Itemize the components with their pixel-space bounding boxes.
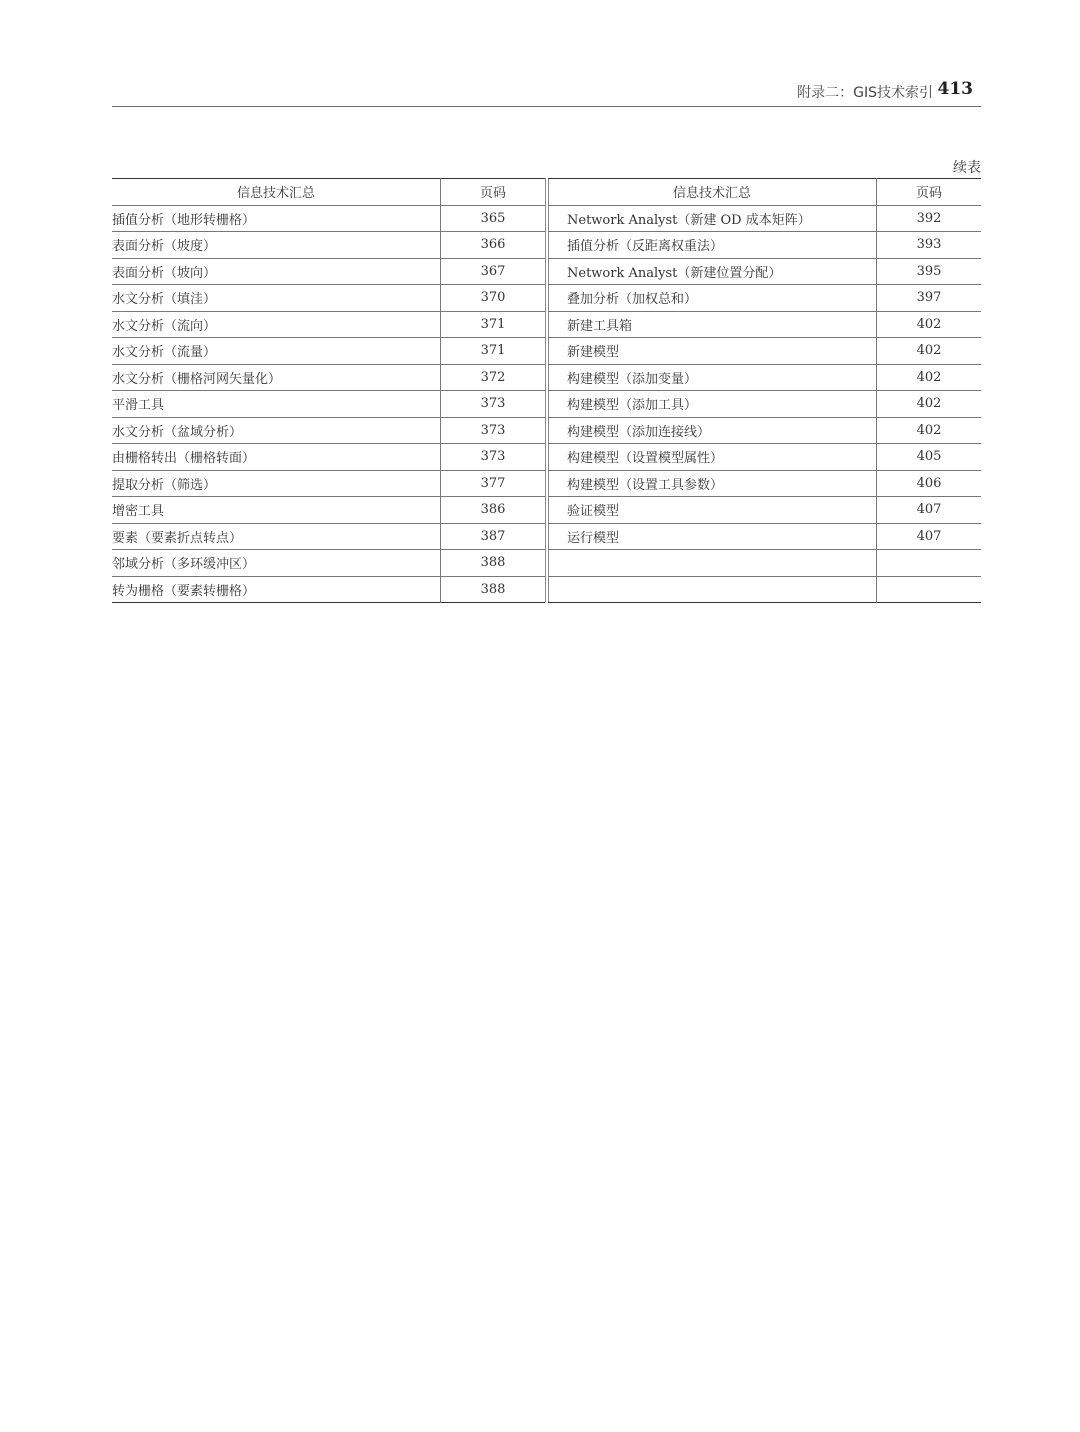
- table-row: [112, 311, 545, 338]
- entry-name: 叠加分析（加权总和）: [548, 285, 877, 312]
- entry-page: 407: [877, 497, 982, 524]
- entry-page: 371: [441, 338, 546, 365]
- column-header-page: 页码: [877, 179, 982, 206]
- entry-name: 要素（要素折点转点）: [112, 523, 441, 550]
- entry-page: 406: [877, 470, 982, 497]
- entry-name: 构建模型（设置模型属性）: [548, 444, 877, 471]
- table-row: [112, 258, 545, 285]
- entry-page: 402: [877, 311, 982, 338]
- entry-name: 由栅格转出（栅格转面）: [112, 444, 441, 471]
- entry-name: 转为栅格（要素转栅格）: [112, 576, 441, 603]
- entry-name: 新建工具箱: [548, 311, 877, 338]
- entry-page: 377: [441, 470, 546, 497]
- entry-page: 402: [877, 338, 982, 365]
- entry-name: 水文分析（栅格河网矢量化）: [112, 364, 441, 391]
- table-row: [112, 417, 545, 444]
- entry-page: 367: [441, 258, 546, 285]
- continued-label: 续表: [953, 160, 981, 176]
- entry-page: 397: [877, 285, 982, 312]
- entry-name: 插值分析（地形转栅格）: [112, 205, 441, 232]
- entry-name: 表面分析（坡度）: [112, 232, 441, 259]
- entry-page: 393: [877, 232, 982, 259]
- page-header: [112, 78, 981, 107]
- entry-page: 370: [441, 285, 546, 312]
- entry-page: 372: [441, 364, 546, 391]
- entry-page: 373: [441, 444, 546, 471]
- entry-page: 366: [441, 232, 546, 259]
- entry-name: 提取分析（筛选）: [112, 470, 441, 497]
- entry-name: Network Analyst（新建 OD 成本矩阵）: [548, 205, 877, 232]
- entry-name: 平滑工具: [112, 391, 441, 418]
- entry-page: 373: [441, 417, 546, 444]
- entry-page: 386: [441, 497, 546, 524]
- index-table-right: [548, 178, 981, 603]
- entry-page: 392: [877, 205, 982, 232]
- entry-name: 新建模型: [548, 338, 877, 365]
- table-row: [112, 205, 545, 232]
- entry-name: 构建模型（设置工具参数）: [548, 470, 877, 497]
- table-row: [548, 417, 981, 444]
- entry-page: 407: [877, 523, 982, 550]
- table-row: [112, 523, 545, 550]
- table-row: [548, 285, 981, 312]
- page-number: 413: [937, 79, 973, 99]
- entry-name: 构建模型（添加工具）: [548, 391, 877, 418]
- entry-page: [877, 550, 982, 577]
- entry-name: 增密工具: [112, 497, 441, 524]
- entry-page: 388: [480, 581, 506, 597]
- table-row: [112, 338, 545, 365]
- entry-page: 402: [877, 417, 982, 444]
- entry-name: 水文分析（盆域分析）: [112, 417, 441, 444]
- entry-name: 构建模型（添加变量）: [548, 364, 877, 391]
- entry-name: [548, 576, 877, 603]
- table-row: [112, 444, 545, 471]
- table-row: [112, 391, 545, 418]
- table-row: [548, 444, 981, 471]
- table-row: [548, 311, 981, 338]
- table-row: [548, 258, 981, 285]
- table-header-row: [112, 179, 545, 206]
- table-row: [112, 550, 545, 577]
- entry-name: 水文分析（流向）: [112, 311, 441, 338]
- entry-name: Network Analyst（新建位置分配）: [548, 258, 877, 285]
- entry-name: 水文分析（填洼）: [112, 285, 441, 312]
- table-row: [548, 576, 981, 603]
- table-row: [548, 364, 981, 391]
- table-row: [548, 338, 981, 365]
- running-title: 附录二：GIS技术索引: [797, 85, 933, 101]
- entry-name: 验证模型: [548, 497, 877, 524]
- entry-page: 402: [877, 364, 982, 391]
- entry-page: 395: [877, 258, 982, 285]
- entry-page: 405: [877, 444, 982, 471]
- table-row: [112, 285, 545, 312]
- entry-page: [877, 576, 982, 603]
- table-row: [112, 576, 545, 603]
- table-row: [112, 232, 545, 259]
- table-row: [548, 205, 981, 232]
- entry-name: 水文分析（流量）: [112, 338, 441, 365]
- table-row: [548, 523, 981, 550]
- table-row: [548, 497, 981, 524]
- entry-page: 371: [441, 311, 546, 338]
- column-header-name: 信息技术汇总: [548, 179, 877, 206]
- table-header-row: [548, 179, 981, 206]
- table-row: [548, 470, 981, 497]
- index-table-left: [112, 178, 545, 603]
- column-header-name: 信息技术汇总: [112, 179, 441, 206]
- table-row: [112, 364, 545, 391]
- entry-page: 365: [441, 205, 546, 232]
- entry-page: 388: [441, 550, 546, 577]
- column-header-page: 页码: [441, 179, 546, 206]
- table-row: [548, 391, 981, 418]
- entry-page: 387: [441, 523, 546, 550]
- entry-name: 运行模型: [548, 523, 877, 550]
- entry-name: 插值分析（反距离权重法）: [548, 232, 877, 259]
- table-row: [112, 497, 545, 524]
- entry-page: 373: [441, 391, 546, 418]
- entry-page: 402: [877, 391, 982, 418]
- entry-name: 邻域分析（多环缓冲区）: [112, 550, 441, 577]
- entry-name: [548, 550, 877, 577]
- table-row: [548, 232, 981, 259]
- entry-name: 表面分析（坡向）: [112, 258, 441, 285]
- entry-name: 构建模型（添加连接线）: [548, 417, 877, 444]
- table-row: [112, 470, 545, 497]
- table-row: [548, 550, 981, 577]
